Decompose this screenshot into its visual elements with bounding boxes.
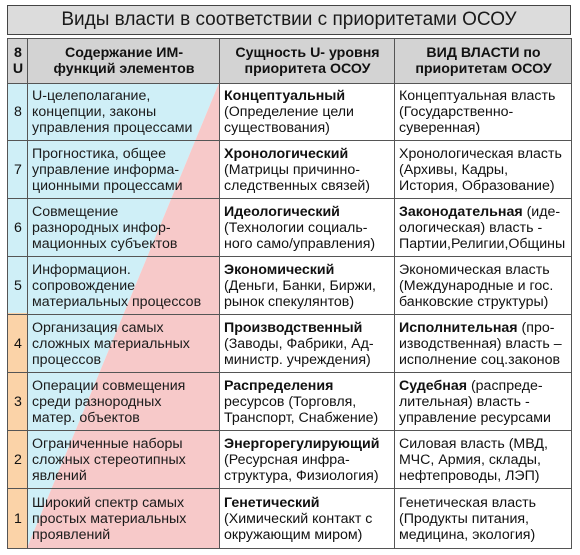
row-content — [28, 489, 220, 549]
essence-title: Энергорегулирующий — [224, 435, 380, 452]
row-essence — [220, 315, 395, 373]
row-level: 7 — [8, 141, 28, 199]
power-line: Экономическая власть — [399, 261, 550, 278]
row-essence — [220, 431, 395, 489]
header-power — [395, 39, 572, 84]
content-line: Прогностика, общее — [32, 145, 166, 162]
table-row — [8, 141, 572, 199]
table-row — [8, 84, 572, 141]
row-level: 8 — [8, 84, 28, 141]
table-header-row — [8, 39, 572, 84]
essence-line: (Матрицы причинно- — [224, 161, 360, 178]
essence-title: Экономический — [224, 261, 335, 278]
row-essence — [220, 84, 395, 141]
table-row — [8, 431, 572, 489]
content-line: Организация самых — [32, 319, 164, 336]
content-line: ционными процессами — [32, 177, 183, 194]
power-line: медицина, экология) — [399, 526, 536, 543]
content-line: U-целеполагание, — [32, 88, 151, 104]
essence-line: ного само/управления) — [224, 235, 376, 252]
power-line: Генетическая власть — [399, 494, 537, 511]
essence-line: (Ресурсная инфра- — [224, 451, 350, 468]
row-power — [395, 373, 572, 431]
essence-line: ресурсов (Торговля, — [224, 393, 357, 410]
table-row — [8, 315, 572, 373]
content-line: матер. объектов — [32, 409, 140, 426]
row-content — [28, 199, 220, 257]
power-line: лительная) власть - — [399, 393, 530, 410]
power-line: МЧС, Армия, склады, — [399, 451, 541, 468]
power-line: (распреде- — [467, 377, 543, 394]
row-level: 4 — [8, 315, 28, 373]
power-line: изводственная) власть – — [399, 335, 562, 352]
row-power — [395, 141, 572, 199]
essence-title: Производственный — [224, 319, 363, 336]
essence-line: окружающим миром) — [224, 526, 363, 543]
power-line: (про- — [517, 319, 555, 336]
content-line: управление информа- — [32, 161, 180, 178]
row-power — [395, 199, 572, 257]
page-title: Виды власти в соответствии с приоритетами ОСОУ — [7, 5, 571, 35]
power-line: (Архивы, Кадры, — [399, 161, 509, 178]
row-content — [28, 431, 220, 489]
row-level: 1 — [8, 489, 28, 549]
power-title: Законодательная — [399, 203, 523, 220]
power-line: Партии,Религии,Общины — [399, 235, 566, 252]
row-power — [395, 431, 572, 489]
header-essence — [220, 39, 395, 84]
header-power-line-1: ВИД ВЛАСТИ по — [426, 45, 541, 61]
power-line: суверенная) — [399, 120, 481, 136]
essence-line: (Определение цели — [224, 104, 354, 120]
essence-line: (Деньги, Банки, Биржи, — [224, 277, 376, 294]
table-row — [8, 373, 572, 431]
row-content — [28, 257, 220, 315]
power-line: управление ресурсами — [399, 409, 551, 426]
power-line: (Международные и гос. — [399, 277, 554, 294]
header-content-line-1: Содержание ИМ- — [64, 45, 184, 61]
essence-line: следственных связей) — [224, 177, 371, 194]
essence-title: Хронологический — [224, 145, 349, 162]
power-line: банковские структуры) — [399, 293, 549, 310]
row-content — [28, 373, 220, 431]
header-essence-line-1: Сущность U- уровня — [235, 45, 380, 61]
row-content — [28, 315, 220, 373]
header-essence-line-2: приоритета ОСОУ — [244, 61, 371, 77]
content-line: материальных процессов — [32, 293, 202, 310]
header-content — [28, 39, 220, 84]
power-table — [7, 38, 572, 549]
power-first-line — [399, 378, 568, 394]
power-line: исполнение соц.законов — [399, 351, 561, 368]
content-line: процессов — [32, 351, 102, 368]
power-first-line — [399, 204, 568, 220]
power-line: (иде- — [522, 203, 561, 220]
table-row — [8, 199, 572, 257]
essence-title: Распределения — [224, 377, 334, 394]
essence-line: (Химический контакт с — [224, 510, 373, 527]
power-line: ологическая) власть - — [399, 219, 543, 236]
content-line: мационных субъектов — [32, 235, 178, 252]
row-level: 6 — [8, 199, 28, 257]
content-line: сложных стереотипных — [32, 451, 186, 468]
content-line: проявлений — [32, 526, 111, 543]
essence-line: министр. учреждения) — [224, 351, 371, 368]
essence-line: структура, Физиология) — [224, 467, 379, 484]
header-level — [8, 39, 28, 84]
row-essence — [220, 373, 395, 431]
header-level-line-1: 8 — [14, 45, 22, 61]
essence-line: Транспорт, Снабжение) — [224, 409, 379, 426]
content-line: разнородных инфор- — [32, 219, 171, 236]
content-line: явлений — [32, 467, 87, 484]
power-line: нефтепроводы, ЛЭП) — [399, 467, 540, 484]
row-level: 5 — [8, 257, 28, 315]
row-essence — [220, 257, 395, 315]
content-line: концепции, законы — [32, 104, 157, 120]
header-level-line-2: U — [12, 61, 24, 77]
content-line: сопровождение — [32, 277, 136, 294]
content-line: Совмещение — [32, 203, 119, 220]
power-first-line — [399, 320, 568, 336]
row-power — [395, 489, 572, 549]
row-essence — [220, 199, 395, 257]
power-table-wrapper — [7, 38, 571, 548]
essence-line: существования) — [224, 120, 330, 136]
essence-line: рынок спекулянтов) — [224, 293, 355, 310]
header-content-line-2: функций элементов — [53, 61, 195, 77]
power-title: Исполнительная — [399, 319, 518, 336]
content-line: простых материальных — [32, 510, 187, 527]
row-content — [28, 84, 220, 141]
essence-line: (Технологии социаль- — [224, 219, 368, 236]
power-line: Силовая власть (МВД, — [399, 435, 548, 452]
power-title: Судебная — [399, 377, 467, 394]
power-line: (Государственно- — [399, 104, 514, 120]
table-row — [8, 257, 572, 315]
content-line: Широкий спектр самых — [32, 494, 185, 511]
row-content — [28, 141, 220, 199]
essence-title: Генетический — [224, 494, 320, 511]
row-essence — [220, 141, 395, 199]
essence-line: (Заводы, Фабрики, Ад- — [224, 335, 374, 352]
row-power — [395, 257, 572, 315]
content-line: Ограниченные наборы — [32, 435, 183, 452]
essence-title: Концептуальный — [224, 88, 346, 104]
power-line: (Продукты питания, — [399, 510, 529, 527]
content-line: сложных материальных — [32, 335, 190, 352]
row-level: 3 — [8, 373, 28, 431]
table-row — [8, 489, 572, 549]
power-line: Концептуальная власть — [399, 88, 556, 104]
header-power-line-2: приоритетам ОСОУ — [415, 61, 552, 77]
power-line: История, Образование) — [399, 177, 555, 194]
content-line: Операции совмещения — [32, 377, 186, 394]
content-line: Информацион. — [32, 261, 131, 278]
power-line: Хронологическая власть — [399, 145, 562, 162]
essence-title: Идеологический — [224, 203, 340, 220]
row-power — [395, 84, 572, 141]
content-line: среди разнородных — [32, 393, 162, 410]
row-essence — [220, 489, 395, 549]
content-line: управления процессами — [32, 120, 193, 136]
row-level: 2 — [8, 431, 28, 489]
row-power — [395, 315, 572, 373]
